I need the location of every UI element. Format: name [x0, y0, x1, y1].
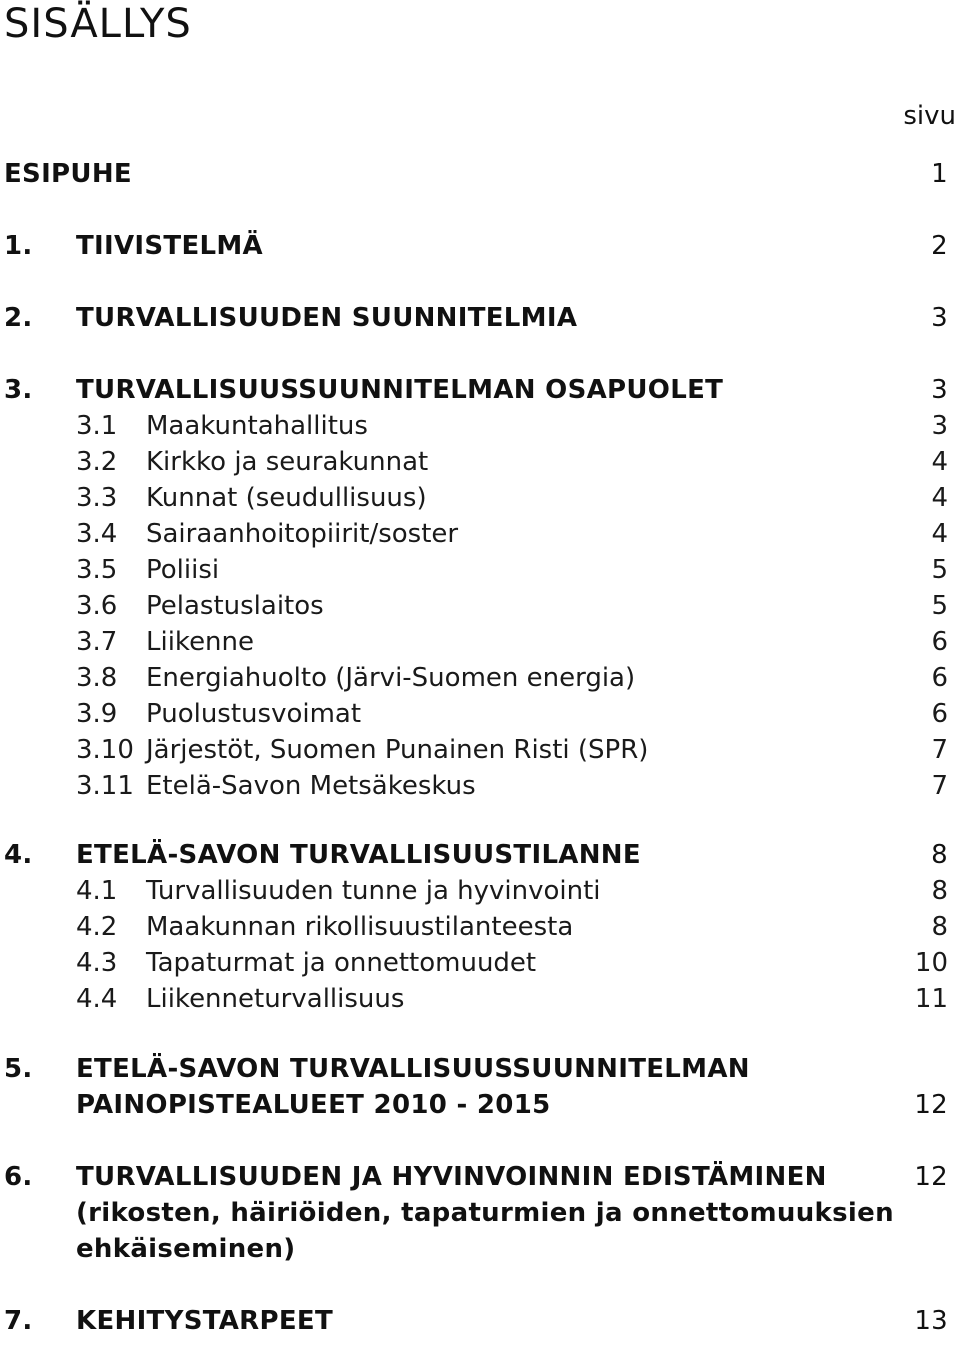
toc-entry: [0, 768, 960, 804]
toc-entry-number: 4.3: [76, 948, 118, 978]
toc-entry-page: 13: [914, 1306, 948, 1336]
toc-entry: [0, 732, 960, 768]
toc-entry-number: 4.: [4, 840, 33, 870]
toc-entry: [0, 660, 960, 696]
toc-entry: [0, 516, 960, 552]
toc-entry-page: 3: [931, 411, 948, 441]
toc-entry-label: Maakunnan rikollisuustilanteesta: [146, 912, 574, 942]
toc-entry: [0, 1051, 960, 1087]
toc-entry-label: ehkäiseminen): [76, 1234, 296, 1264]
toc-entry-label: Sairaanhoitopiirit/soster: [146, 519, 459, 549]
toc-entry-number: 4.2: [76, 912, 118, 942]
toc-entry-label: ESIPUHE: [4, 159, 132, 189]
toc-entry: [0, 1231, 960, 1267]
toc-entry-page: 5: [931, 591, 948, 621]
toc-entry: [0, 1159, 960, 1195]
toc-entry-page: 6: [931, 699, 948, 729]
toc-entry-number: 5.: [4, 1054, 33, 1084]
toc-entry-page: 8: [931, 876, 948, 906]
toc-entry-number: 3.4: [76, 519, 118, 549]
toc-entry-number: 2.: [4, 303, 33, 333]
toc-entry-label: Liikenne: [146, 627, 255, 657]
toc-entry-page: 12: [914, 1162, 948, 1192]
toc-entry-number: 3.10: [76, 735, 134, 765]
page-title: SISÄLLYS: [4, 1, 192, 47]
toc-entry-label: TURVALLISUUDEN SUUNNITELMIA: [76, 303, 578, 333]
toc-entry-number: 1.: [4, 231, 33, 261]
toc-entry-number: 3.5: [76, 555, 118, 585]
toc-entry-page: 5: [931, 555, 948, 585]
toc-entry-page: 4: [931, 483, 948, 513]
toc-entry: [0, 444, 960, 480]
toc-entry: [0, 1195, 960, 1231]
toc-entry-label: Energiahuolto (Järvi-Suomen energia): [146, 663, 636, 693]
toc-entry-page: 6: [931, 627, 948, 657]
toc-entry: [0, 873, 960, 909]
toc-entry-label: Poliisi: [146, 555, 220, 585]
toc-entry-label: Kirkko ja seurakunnat: [146, 447, 429, 477]
toc-entry: [0, 588, 960, 624]
toc-entry-label: PAINOPISTEALUEET 2010 - 2015: [76, 1090, 551, 1120]
toc-entry-number: 4.4: [76, 984, 118, 1014]
toc-entry-page: 7: [931, 771, 948, 801]
toc-entry-page: 7: [931, 735, 948, 765]
toc-entry-label: (rikosten, häiriöiden, tapaturmien ja onnettomuuksien: [76, 1198, 894, 1228]
toc-entry-page: 8: [931, 840, 948, 870]
toc-entry: [0, 156, 960, 192]
toc-entry: [0, 837, 960, 873]
page-column-label: sivu: [903, 101, 956, 131]
toc-entry: [0, 696, 960, 732]
toc-entry: [0, 624, 960, 660]
toc-entry-page: 8: [931, 912, 948, 942]
toc-entry-label: Etelä-Savon Metsäkeskus: [146, 771, 476, 801]
toc-entry: [0, 408, 960, 444]
toc-entry: [0, 1087, 960, 1123]
toc-entry-number: 3.9: [76, 699, 118, 729]
toc-entry-number: 3.2: [76, 447, 118, 477]
toc-entry-label: Pelastuslaitos: [146, 591, 324, 621]
toc-entry: [0, 981, 960, 1017]
toc-entry: [0, 909, 960, 945]
toc-entry: [0, 372, 960, 408]
toc-entry-number: 7.: [4, 1306, 33, 1336]
toc-entry-page: 4: [931, 447, 948, 477]
toc-entry-label: Puolustusvoimat: [146, 699, 362, 729]
toc-entry-number: 3.7: [76, 627, 118, 657]
toc-entry-page: 4: [931, 519, 948, 549]
toc-entry-number: 3.: [4, 375, 33, 405]
toc-entry-page: 11: [914, 984, 948, 1014]
toc-entry-number: 3.11: [76, 771, 134, 801]
toc-entry-label: Maakuntahallitus: [146, 411, 368, 441]
toc-entry: [0, 1303, 960, 1339]
toc-entry-label: TIIVISTELMÄ: [76, 231, 263, 261]
toc-entry-label: ETELÄ-SAVON TURVALLISUUSSUUNNITELMAN: [76, 1054, 750, 1084]
toc-entry: [0, 300, 960, 336]
toc-entry-number: 3.8: [76, 663, 118, 693]
toc-entry-label: KEHITYSTARPEET: [76, 1306, 334, 1336]
toc-entry-label: Järjestöt, Suomen Punainen Risti (SPR): [146, 735, 649, 765]
toc-entry-label: Tapaturmat ja onnettomuudet: [146, 948, 537, 978]
toc-entry-label: ETELÄ-SAVON TURVALLISUUSTILANNE: [76, 840, 641, 870]
toc-entry-page: 10: [914, 948, 948, 978]
toc-entry: [0, 945, 960, 981]
toc-entry-number: 3.1: [76, 411, 118, 441]
toc-entry-page: 3: [931, 303, 948, 333]
toc-entry: [0, 552, 960, 588]
toc-entry-page: 6: [931, 663, 948, 693]
toc-entry-page: 12: [914, 1090, 948, 1120]
toc-entry-label: TURVALLISUUDEN JA HYVINVOINNIN EDISTÄMINEN: [76, 1162, 827, 1192]
toc-entry-label: Liikenneturvallisuus: [146, 984, 405, 1014]
toc-entry-page: 1: [931, 159, 948, 189]
toc-entry-number: 4.1: [76, 876, 118, 906]
toc-entry-number: 3.3: [76, 483, 118, 513]
toc-entry-page: 2: [931, 231, 948, 261]
toc-entry-number: 6.: [4, 1162, 33, 1192]
toc-entry-label: Kunnat (seudullisuus): [146, 483, 427, 513]
toc-entry-page: 3: [931, 375, 948, 405]
toc-entry-number: 3.6: [76, 591, 118, 621]
toc-entry-label: TURVALLISUUSSUUNNITELMAN OSAPUOLET: [76, 375, 724, 405]
toc-entry: [0, 480, 960, 516]
toc-entry-label: Turvallisuuden tunne ja hyvinvointi: [146, 876, 601, 906]
toc-entry: [0, 228, 960, 264]
